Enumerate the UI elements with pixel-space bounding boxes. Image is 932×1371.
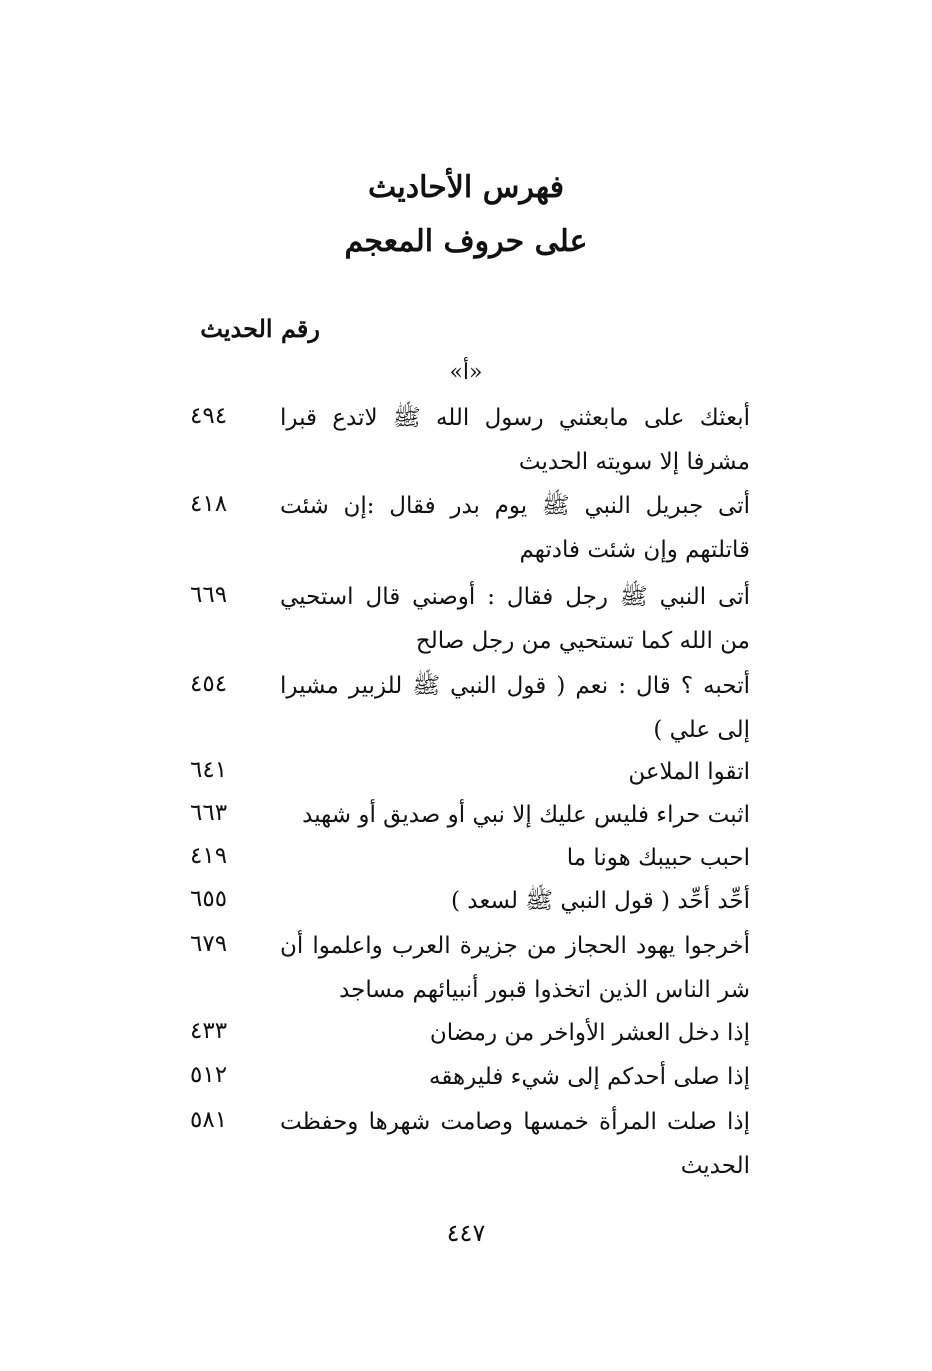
hadith-text: إذا صلى أحدكم إلى شيء فليرهقه: [429, 1064, 750, 1090]
hadith-number: ٦٦٩: [190, 582, 228, 608]
hadith-text: إذا دخل العشر الأواخر من رمضان: [429, 1020, 750, 1046]
hadith-number: ٦٥٥: [190, 886, 228, 912]
index-title: فهرس الأحاديث: [367, 170, 565, 205]
hadith-number: ٤١٨: [190, 491, 228, 517]
hadith-text: أبعثك على مابعثني رسول الله ﷺ لاتدع قبرا مشرفا إلا سويته الحديث: [280, 405, 750, 475]
hadith-number: ٦٦٣: [190, 800, 228, 826]
hadith-number: ٤١٩: [190, 843, 228, 869]
hadith-number: ٦٤١: [190, 757, 228, 783]
hadith-text: اتقوا الملاعن: [628, 759, 750, 785]
hadith-text: أخرجوا يهود الحجاز من جزيرة العرب واعلموا أن شر الناس الذين اتخذوا قبور أنبيائهم مساجد: [280, 933, 750, 1003]
hadith-text: إذا صلت المرأة خمسها وصامت شهرها وحفظت الحديث: [280, 1109, 750, 1179]
section-letter-alif: «أ»: [449, 360, 483, 385]
hadith-number: ٤٩٤: [190, 403, 228, 429]
page-number: ٤٤٧: [446, 1219, 486, 1247]
hadith-text: أتى النبي ﷺ رجل فقال : أوصني قال استحيي من الله كما تستحيي من رجل صالح: [280, 584, 750, 654]
hadith-text: أتحبه ؟ قال : نعم ( قول النبي ﷺ للزبير مشيرا إلى علي ): [280, 673, 750, 743]
hadith-number: ٥١٢: [190, 1062, 228, 1088]
hadith-text: أتى جبريل النبي ﷺ يوم بدر فقال :إن شئت قاتلتهم وإن شئت فادتهم: [280, 493, 750, 563]
hadith-number-column-header: رقم الحديث: [200, 314, 320, 343]
hadith-number: ٤٥٤: [190, 671, 228, 697]
hadith-number: ٦٧٩: [190, 931, 228, 957]
index-subtitle: على حروف المعجم: [344, 224, 588, 259]
hadith-text: اثبت حراء فليس عليك إلا نبي أو صديق أو شهيد: [302, 802, 750, 828]
hadith-text: أحِّد أحِّد ( قول النبي ﷺ لسعد ): [451, 888, 750, 914]
hadith-number: ٥٨١: [190, 1107, 228, 1133]
hadith-text: احبب حبيبك هونا ما: [566, 845, 750, 871]
hadith-number: ٤٣٣: [190, 1018, 228, 1044]
